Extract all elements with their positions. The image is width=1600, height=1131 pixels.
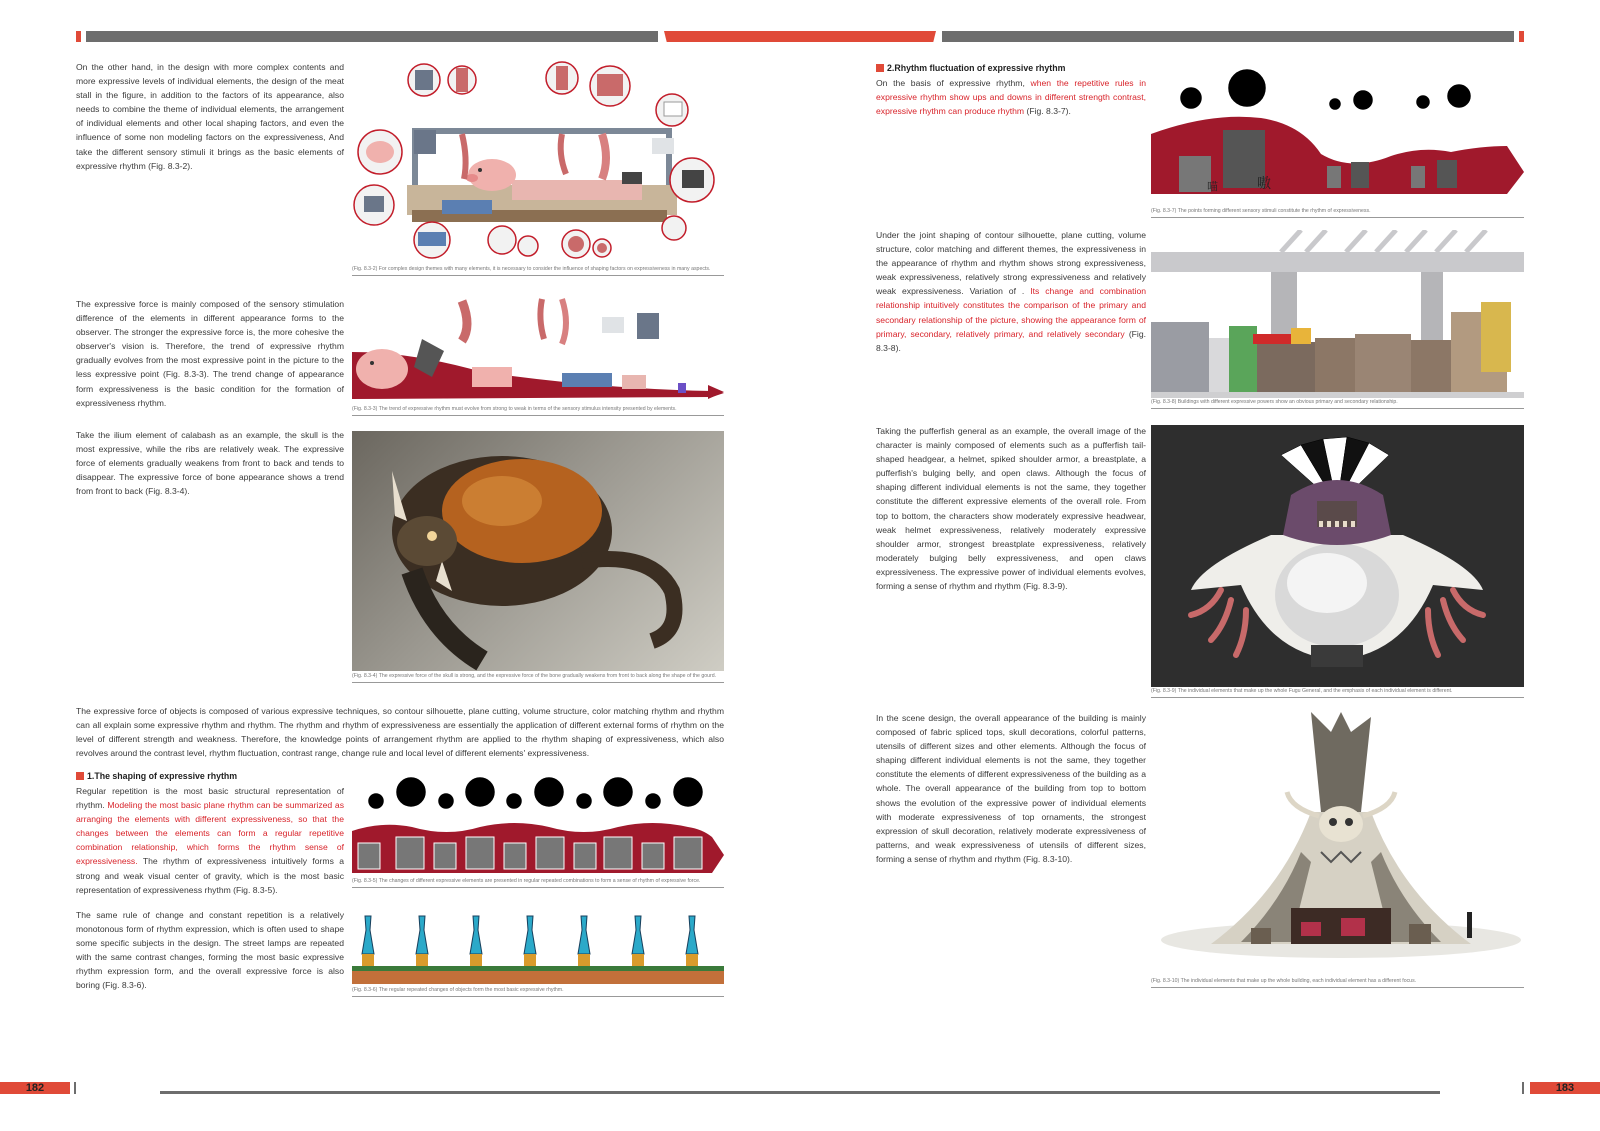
heading-rhythm-fluctuation: 2.Rhythm fluctuation of expressive rhythm	[876, 62, 1146, 74]
page-number-right: 183	[1555, 1082, 1575, 1094]
footer-tick-left	[74, 1082, 76, 1094]
left-paragraph-3: Take the ilium element of calabash as an example, the skull is the most expressive, while the ribs are relatively weak. The expressive force of elements gradually weakens from front to back and tends to disappear. The expressive force of bone appearance shows a trend from front to back (Fig. 8.3-4).	[76, 430, 344, 497]
fig-8-3-6-caption: (Fig. 8.3-6) The regular repeated changes of objects form the most basic expressive rhythm.	[352, 987, 724, 997]
fig-8-3-5-caption: (Fig. 8.3-5) The changes of different expressive elements are presented in regular repeated combinations to form a sense of rhythm of expressive force.	[352, 878, 724, 888]
fig-8-3-2-caption: (Fig. 8.3-2) For complex design themes with many elements, it is necessary to consider the influence of shaping factors on expressiveness in many aspects.	[352, 266, 724, 276]
fig-8-3-2-meat-stall	[352, 60, 724, 265]
fig-8-3-4-calabash-creature	[352, 431, 724, 671]
header-marker-right	[1519, 31, 1524, 42]
fig-8-3-8-buildings	[1151, 230, 1524, 398]
heading-shaping-expressive-rhythm: 1.The shaping of expressive rhythm	[76, 770, 344, 782]
heading-square-icon	[876, 64, 884, 72]
fig-8-3-9-caption: (Fig. 8.3-9) The individual elements that make up the whole Fugu General, and the emphasis of each individual element is different.	[1151, 688, 1524, 698]
left-paragraph-5: Regular repetition is the most basic structural representation of rhythm. Modeling the most basic plane rhythm can be summarized as arranging the elements with different expressiveness, so that the changes between the elements can form a regular repetitive combination relationship, which forms the rhythm sense of expressiveness. The rhythm of expressiveness intuitively forms a strong and weak visual center of gravity, which is the most basic representation of expressiveness rhythm (Fig. 8.3-5).	[76, 786, 345, 895]
header-bar-right	[942, 31, 1514, 42]
footer-rule	[160, 1091, 1440, 1094]
left-paragraph-1: On the other hand, in the design with more complex contents and more expressive levels of individual elements, the design of the meat stall in the figure, in addition to the factors of its appearance, also needs to combine the theme of individual elements, the arrangement of individual elements and other local shaping factors, and even the influence of some non modeling factors on the expressiveness, And take the different sensory stimuli it brings as the basic elements of expressive rhythm (Fig. 8.3-2).	[76, 62, 344, 171]
left-paragraph-4: The expressive force of objects is composed of various expressive techniques, so contour silhouette, plane cutting, volume structure, color matching rhythm and rhythm can all explain some expressive rhythm and rhythm. The rhythm and rhythm of expressiveness are essentially the application of different external forms of rhythm on the level of different strength and weakness. Therefore, the knowledge points of arrangement rhythm are applied to the rhythm shaping of expressiveness, which also revolves around the contrast level, rhythm fluctuation, contrast range, change rule and local level of different elements' expressiveness.	[76, 706, 724, 759]
fig-8-3-5-regular-rhythm	[352, 775, 724, 877]
fig-8-3-4-caption: (Fig. 8.3-4) The expressive force of the skull is strong, and the expressive force of the bone gradually weakens from front to back along the shape of the gourd.	[352, 673, 724, 683]
right-paragraph-4: In the scene design, the overall appearance of the building is mainly composed of fabric spliced tops, skull decorations, colorful patterns, utensils of different sizes and other elements. Although the focus of shaping different individual elements is not the same, they together constitute the elements of different expressiveness of the building as a whole. The overall appearance of the building from top to bottom shows the evolution of the expressive power of individual elements with moderate expressiveness of top ornaments, the strongest expression of skull decoration, relatively moderate expressiveness of patterns, and weak expressiveness of utensils of different sizes, forming a sense of rhythm and rhythm (Fig. 8.3-10).	[876, 713, 1146, 864]
header-marker-left	[76, 31, 81, 42]
page-number-left: 182	[25, 1082, 45, 1094]
fig-8-3-3-caption: (Fig. 8.3-3) The trend of expressive rhythm must evolve from strong to weak in terms of the sensory stimulus intensity presented by elements.	[352, 406, 724, 416]
header-bar-center	[664, 31, 936, 42]
footer-tick-right	[1522, 1082, 1524, 1094]
header-bar-left	[86, 31, 658, 42]
fig-8-3-3-trend	[352, 297, 724, 405]
right-paragraph-1: On the basis of expressive rhythm, when the repetitive rules in expressive rhythm show ups and downs in different strength contrast, expressive rhythm can produce rhythm (Fig. 8.3-7).	[876, 78, 1146, 117]
fig-8-3-7-rhythm-fluctuation	[1151, 62, 1524, 208]
fig-8-3-7-caption: (Fig. 8.3-7) The points forming different sensory stimuli constitute the rhythm of expressiveness.	[1151, 208, 1524, 218]
fig-8-3-8-caption: (Fig. 8.3-8) Buildings with different expressive powers show an obvious primary and secondary relationship.	[1151, 399, 1524, 409]
heading-square-icon	[76, 772, 84, 780]
left-paragraph-6: The same rule of change and constant repetition is a relatively monotonous form of rhythm expression, which is often used to shape some specific subjects in the design. The street lamps are repeated with the same contrast changes, forming the most basic expressive rhythm expression form, and the overall expressive force is also boring (Fig. 8.3-6).	[76, 910, 344, 991]
fig-8-3-9-pufferfish-general	[1151, 425, 1524, 687]
right-paragraph-3: Taking the pufferfish general as an example, the overall image of the character is mainly composed of elements such as a pufferfish tail-shaped headgear, a helmet, spiked shoulder armor, a breastplate, a pufferfish's bulging belly, and open claws. Although the focus of shaping different individual elements is not the same, they together constitute the different expressive elements of the overall role. From top to bottom, the characters show moderately expressive headwear, weak helmet expressiveness, relatively moderately expressive shoulder armor, strongest breastplate expressiveness, relatively moderately bulging belly expressiveness, and open claws expressiveness. The expressive power of individual elements evolves, forming a sense of rhythm and rhythm (Fig. 8.3-9).	[876, 426, 1146, 592]
right-paragraph-2: Under the joint shaping of contour silhouette, plane cutting, volume structure, color matching and different themes, the expressiveness in the appearance of rhythm and rhythm shows strong expressiveness, weak expressiveness, relatively strong expressiveness and relatively weak expressiveness. Variation of . Its change and combination relationship intuitively constitutes the comparison of the primary and secondary relationship of the picture, showing the appearance form of primary, secondary, relatively primary, and relatively secondary (Fig. 8.3-8).	[876, 230, 1147, 353]
fig-8-3-10-tent-building	[1151, 712, 1524, 976]
fig-8-3-6-street-lamps	[352, 912, 724, 986]
fig-8-3-10-caption: (Fig. 8.3-10) The individual elements that make up the whole building, each individual element has a different focus.	[1151, 978, 1524, 988]
fig-8-3-7-glyph-ao: 嗷	[1257, 175, 1271, 191]
left-paragraph-2: The expressive force is mainly composed of the sensory stimulation difference of the elements in different appearance forms to the observer. The stronger the expressive force is, the more cohesive the observer's vision is. Therefore, the trend of expressive rhythm gradually evolves from the most expressive point in the picture to the less expressive point (Fig. 8.3-3). The trend change of appearance form expressiveness is the basic condition for the formation of expressiveness rhythm.	[76, 299, 344, 408]
fig-8-3-7-glyph-miao: 喵	[1207, 181, 1218, 193]
